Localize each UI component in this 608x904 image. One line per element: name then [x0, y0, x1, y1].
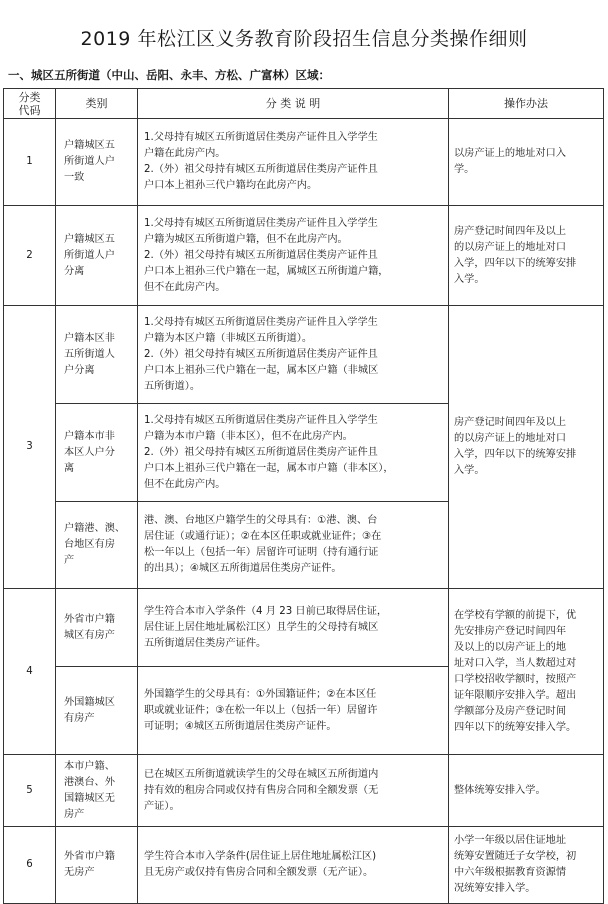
row-description: [138, 755, 449, 827]
text-line: 房产: [64, 808, 85, 820]
table-row: [4, 827, 604, 904]
header-category: 类别: [56, 89, 138, 119]
text-line: 先安排房产登记时间四年: [454, 625, 567, 637]
text-line: 入学。: [454, 273, 485, 285]
text-line: 房产登记时间四年及以上: [454, 225, 567, 237]
row-category: [56, 827, 138, 904]
text-line: 可证明；④城区五所街道居住类房产证件。: [144, 720, 337, 732]
text-line: 1.父母持有城区五所街道居住类房产证件且入学学生: [144, 132, 378, 143]
text-line: 户籍为本区户籍（非城区五所街道）。: [144, 332, 313, 344]
text-line: 本区人户分: [64, 446, 115, 458]
text-line: 产证）。: [144, 800, 180, 812]
text-line: 户籍城区五: [64, 140, 115, 151]
text-line: 小学一年级以居住证地址: [454, 835, 567, 846]
row-code: 1: [4, 119, 56, 206]
text-line: 的以房产证上的地址对口: [454, 433, 567, 444]
text-line: 外省市户籍: [64, 851, 115, 862]
table-header-row: [4, 89, 604, 119]
row-category: [56, 667, 138, 755]
text-line: 1.父母持有城区五所街道居住类房产证件且入学学生: [144, 217, 378, 229]
table-row: [4, 589, 604, 667]
row-description: [138, 119, 449, 206]
text-line: 户籍城区五: [64, 233, 115, 245]
document-title: 2019 年松江区义务教育阶段招生信息分类操作细则: [80, 28, 528, 50]
text-line: 1.父母持有城区五所街道居住类房产证件且入学学生: [144, 414, 378, 426]
text-line: 港、澳、台地区户籍学生的父母具有：①港、澳、台: [144, 515, 378, 526]
text-line: 职或就业证件；③在松一年以上（包括一年）居留许: [144, 704, 378, 716]
row-category: [56, 404, 138, 502]
text-line: 五所街道人: [64, 348, 115, 360]
row-category: [56, 119, 138, 206]
text-line: 学生符合本市入学条件(居住证上居住地址属松江区): [144, 851, 377, 862]
text-line: 产: [64, 555, 75, 566]
header-description: 分 类 说 明: [138, 89, 449, 119]
row-category: [56, 755, 138, 827]
table-row: [4, 119, 604, 206]
row-code: 4: [4, 589, 56, 755]
row-description: [138, 589, 449, 667]
text-line: 城区有房产: [64, 629, 115, 641]
text-line: 所街道人户: [64, 156, 115, 167]
text-line: 入学，四年以下的统筹安排: [454, 449, 577, 460]
text-line: 居住证（或通行证）；②在本区任职或就业证件；③在: [144, 531, 382, 542]
text-line: 外国籍城区: [64, 696, 115, 708]
text-line: 房产登记时间四年及以上: [454, 417, 567, 428]
text-line: 址对口入学，当人数超过对: [454, 657, 577, 669]
text-line: 2.（外）祖父母持有城区五所街道居住类房产证件且: [144, 446, 378, 458]
text-line: 居住证上居住地址属松江区）且学生的父母持有城区: [144, 621, 379, 633]
row-operation: [449, 306, 604, 589]
row-operation: [449, 827, 604, 904]
row-operation: [449, 206, 604, 306]
text-line: 以房产证上的地址对口入: [454, 148, 567, 159]
text-line: 离: [64, 462, 75, 474]
text-line: 松一年以上（包括一年）居留许可证明（持有通行证: [144, 547, 379, 558]
row-description: [138, 667, 449, 755]
text-line: 的出具）；④城区五所街道居住类房产证件。: [144, 563, 342, 574]
text-line: 在学校有学额的前提下，优: [454, 609, 577, 621]
table-row: [4, 206, 604, 306]
header-operation: 操作办法: [449, 89, 604, 119]
text-line: 户口本上祖孙三代户籍均在此房产内。: [144, 180, 318, 191]
text-line: 口学校招收学额时，按照产: [454, 673, 577, 685]
text-line: 户籍港、澳、: [64, 523, 126, 534]
row-operation: [449, 119, 604, 206]
text-line: 1.父母持有城区五所街道居住类房产证件且入学学生: [144, 316, 378, 328]
row-description: [138, 404, 449, 502]
header-code: 分类 代码: [4, 89, 56, 119]
text-line: 五所街道居住类房产证件。: [144, 637, 267, 649]
text-line: 持有效的租房合同或仅持有售房合同和全额发票（无: [144, 784, 379, 796]
text-line: 学。: [454, 164, 475, 175]
text-line: 统筹安置随迁子女学校，初: [454, 851, 577, 862]
text-line: 分离: [64, 265, 85, 277]
row-code: 6: [4, 827, 56, 904]
text-line: 无房产: [64, 867, 95, 878]
text-line: 所街道人户: [64, 249, 115, 261]
text-line: 证年限顺序安排入学。超出: [454, 689, 577, 701]
text-line: 但不在此房产内。: [144, 281, 226, 293]
text-line: 台地区有房: [64, 539, 115, 550]
text-line: 一致: [64, 172, 85, 183]
row-operation: [449, 755, 604, 827]
text-line: 户口本上祖孙三代户籍在一起，属城区五所街道户籍，: [144, 265, 389, 277]
text-line: 本市户籍、: [64, 760, 115, 772]
text-line: 学额部分及房产登记时间: [454, 705, 567, 717]
row-operation: [449, 589, 604, 755]
text-line: 2.（外）祖父母持有城区五所街道居住类房产证件且: [144, 249, 378, 261]
text-line: 的以房产证上的地址对口: [454, 241, 567, 253]
text-line: 入学，四年以下的统筹安排: [454, 257, 577, 269]
text-line: 户籍本市非: [64, 430, 115, 442]
table-row: [4, 755, 604, 827]
text-line: 户分离: [64, 364, 95, 376]
text-line: 户籍为城区五所街道户籍，但不在此房产内。: [144, 233, 348, 245]
text-line: 中六年级根据教育资源情: [454, 867, 567, 878]
text-line: 户籍为本市户籍（非本区），但不在此房产内。: [144, 430, 353, 442]
row-description: [138, 502, 449, 589]
text-line: 户籍本区非: [64, 332, 115, 344]
row-code: 3: [4, 306, 56, 589]
section-heading: 一、城区五所街道（中山、岳阳、永丰、方松、广富林）区域：: [8, 68, 330, 82]
text-line: 整体统筹安排入学。: [454, 784, 546, 796]
text-line: 外省市户籍: [64, 613, 115, 625]
text-line: 但不在此房产内。: [144, 478, 226, 490]
text-line: 及以上的以房产证上的地: [454, 641, 567, 653]
table-row: [4, 306, 604, 404]
row-category: [56, 206, 138, 306]
text-line: 入学。: [454, 465, 485, 476]
row-category: [56, 502, 138, 589]
text-line: 四年以下的统筹安排入学。: [454, 721, 577, 733]
row-code: 2: [4, 206, 56, 306]
text-line: 户口本上祖孙三代户籍在一起，属本区户籍（非城区: [144, 364, 379, 376]
text-line: 2.（外）祖父母持有城区五所街道居住类房产证件且: [144, 164, 378, 175]
text-line: 且无房产或仅持有售房合同和全额发票（无产证）。: [144, 867, 374, 878]
text-line: 国籍城区无: [64, 792, 115, 804]
text-line: 2.（外）祖父母持有城区五所街道居住类房产证件且: [144, 348, 378, 360]
row-category: [56, 306, 138, 404]
enrollment-table: [3, 88, 604, 904]
row-category: [56, 589, 138, 667]
text-line: 五所街道）。: [144, 380, 201, 392]
text-line: 港澳台、外: [64, 776, 115, 788]
row-description: [138, 827, 449, 904]
row-description: [138, 206, 449, 306]
row-description: [138, 306, 449, 404]
row-code: 5: [4, 755, 56, 827]
text-line: 况统筹安排入学。: [454, 883, 536, 894]
text-line: 外国籍学生的父母具有：①外国籍证件；②在本区任: [144, 688, 377, 700]
text-line: 户口本上祖孙三代户籍在一起，属本市户籍（非本区），: [144, 462, 394, 474]
text-line: 已在城区五所街道就读学生的父母在城区五所街道内: [144, 768, 379, 780]
text-line: 有房产: [64, 712, 95, 724]
text-line: 学生符合本市入学条件（4 月 23 日前已取得居住证，: [144, 605, 388, 617]
text-line: 户籍在此房产内。: [144, 148, 226, 159]
